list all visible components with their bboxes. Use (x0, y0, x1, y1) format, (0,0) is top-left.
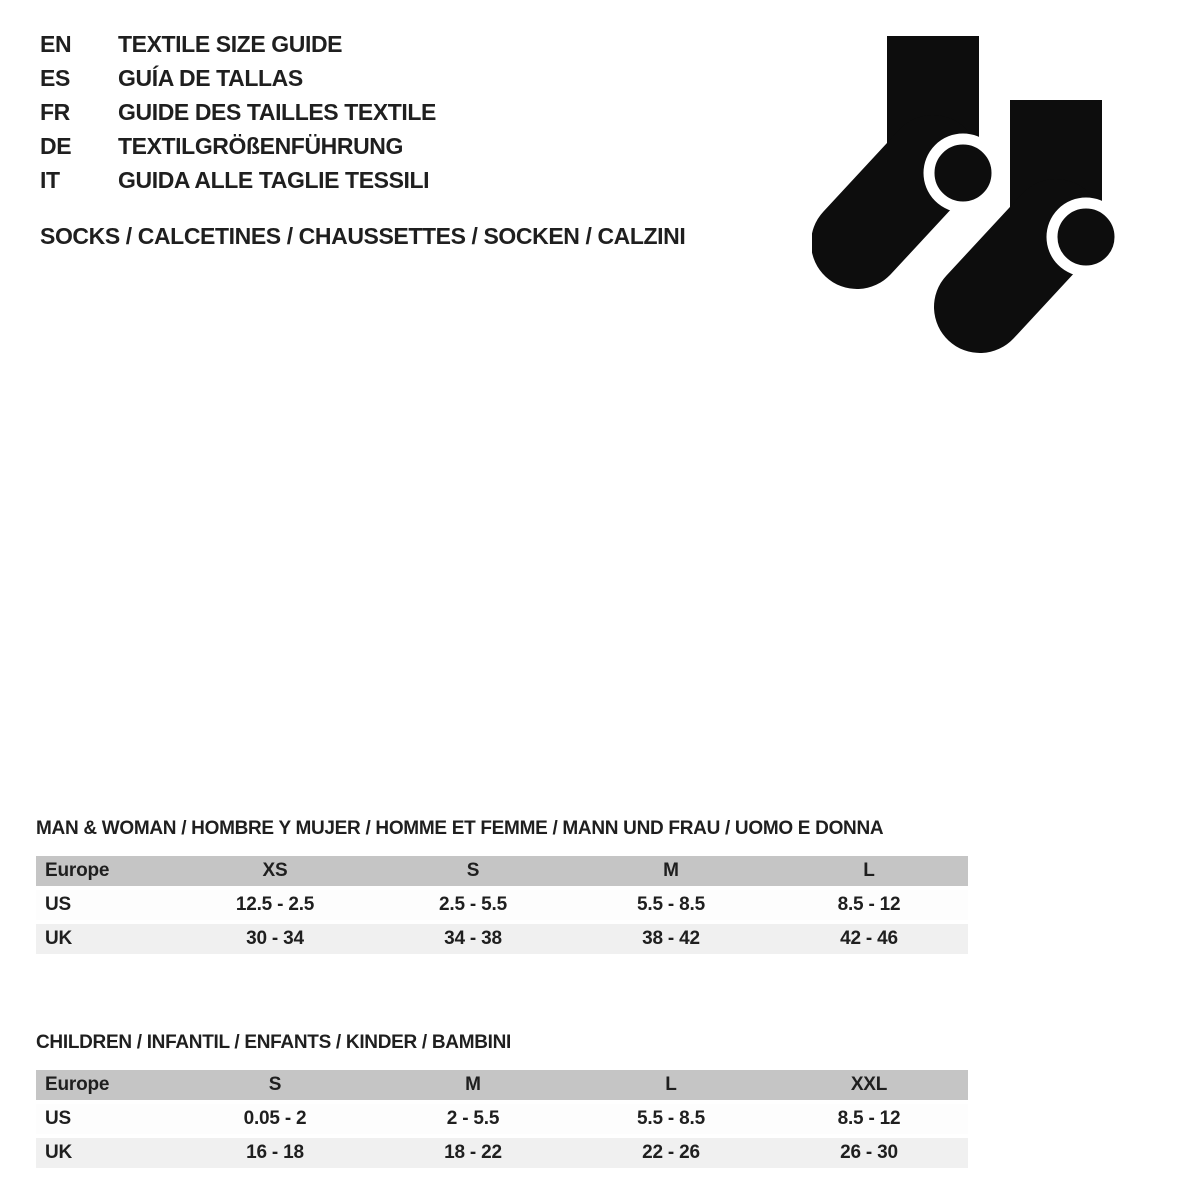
size-column-header: M (663, 860, 679, 881)
size-cell: 26 - 30 (840, 1142, 898, 1163)
table-header-row (36, 856, 968, 886)
size-cell: 8.5 - 12 (837, 894, 901, 915)
size-column-header: S (268, 1074, 282, 1095)
size-column-header: S (466, 860, 480, 881)
product-line-heading: SOCKS / CALCETINES / CHAUSSETTES / SOCKEN / CALZINI (40, 223, 686, 249)
table-row (36, 1104, 968, 1134)
size-cell: 12.5 - 2.5 (235, 894, 315, 915)
sock-shape-left (857, 36, 997, 243)
size-cell: 5.5 - 8.5 (637, 1108, 705, 1129)
size-cell: 22 - 26 (642, 1142, 700, 1163)
size-cell: 5.5 - 8.5 (637, 894, 705, 915)
size-cell: 42 - 46 (840, 928, 898, 949)
table-row (36, 890, 968, 920)
socks-icon (812, 28, 1128, 360)
language-code: ES (40, 64, 70, 91)
size-cell: 34 - 38 (444, 928, 502, 949)
language-code: FR (40, 98, 70, 125)
region-column-header: Europe (45, 1074, 110, 1095)
language-label: GUÍA DE TALLAS (118, 64, 303, 91)
table-title: MAN & WOMAN / HOMBRE Y MUJER / HOMME ET FEMME / MANN UND FRAU / UOMO E DONNA (36, 818, 884, 839)
table-row (36, 924, 968, 954)
table-title: CHILDREN / INFANTIL / ENFANTS / KINDER / BAMBINI (36, 1032, 512, 1053)
size-cell: 2 - 5.5 (446, 1108, 500, 1129)
language-row (40, 27, 436, 61)
size-column-header: L (863, 860, 875, 881)
size-cell: 16 - 18 (246, 1142, 304, 1163)
language-list (40, 27, 436, 197)
row-label: US (45, 894, 71, 915)
language-code: DE (40, 132, 72, 159)
sock-shape-right (980, 100, 1120, 307)
language-row (40, 163, 436, 197)
size-cell: 0.05 - 2 (243, 1108, 307, 1129)
size-column-header: XS (262, 860, 288, 881)
table-header-row (36, 1070, 968, 1100)
size-cell: 2.5 - 5.5 (439, 894, 507, 915)
table-row (36, 1138, 968, 1168)
region-column-header: Europe (45, 860, 110, 881)
size-column-header: M (465, 1074, 481, 1095)
size-table-section-man-woman (36, 818, 968, 958)
language-label: TEXTILGRÖßENFÜHRUNG (118, 132, 403, 159)
size-cell: 30 - 34 (246, 928, 304, 949)
size-table (36, 1070, 968, 1168)
language-row (40, 95, 436, 129)
language-code: IT (40, 166, 60, 193)
size-cell: 18 - 22 (444, 1142, 502, 1163)
language-label: GUIDE DES TAILLES TEXTILE (118, 98, 436, 125)
language-label: GUIDA ALLE TAGLIE TESSILI (118, 166, 430, 193)
language-row (40, 61, 436, 95)
row-label: UK (45, 928, 73, 949)
row-label: UK (45, 1142, 73, 1163)
row-label: US (45, 1108, 71, 1129)
language-label: TEXTILE SIZE GUIDE (118, 30, 343, 57)
size-table (36, 856, 968, 954)
size-column-header: XXL (850, 1074, 888, 1095)
size-column-header: L (665, 1074, 677, 1095)
size-cell: 8.5 - 12 (837, 1108, 901, 1129)
language-row (40, 129, 436, 163)
size-table-section-children (36, 1032, 968, 1172)
language-code: EN (40, 30, 72, 57)
size-cell: 38 - 42 (642, 928, 700, 949)
